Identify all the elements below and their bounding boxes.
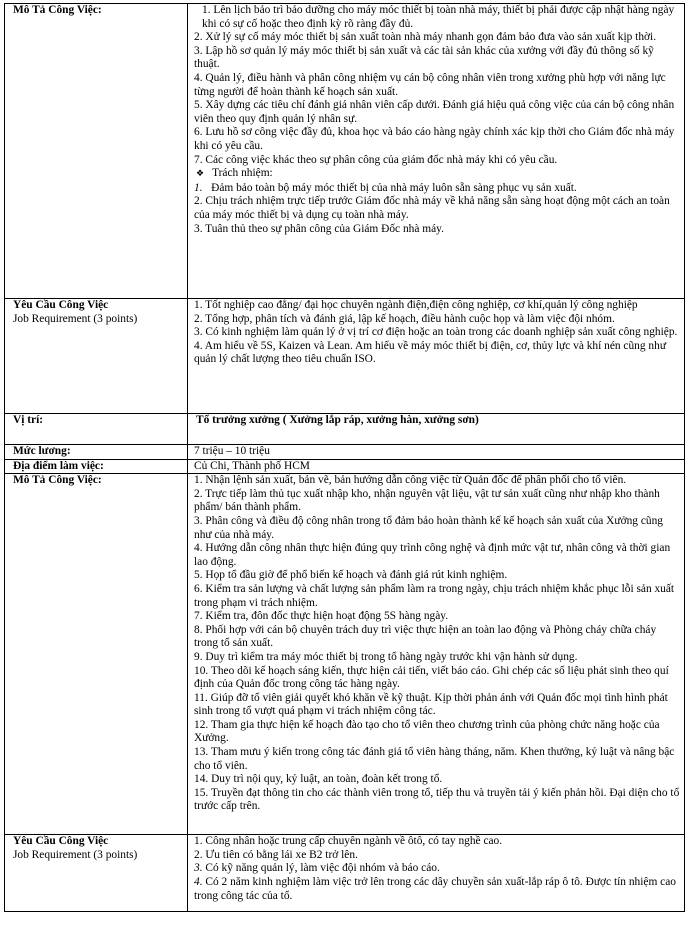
- s1-resp-heading: [194, 167, 681, 182]
- s2-req-row: [5, 835, 685, 912]
- s2-req-sublabel: Job Requirement (3 points): [13, 848, 138, 861]
- s2-desc-item: 5. Họp tổ đầu giờ để phổ biến kế hoạch và đánh giá rút kinh nghiệm.: [194, 569, 508, 582]
- s2-desc-item: 12. Tham gia thực hiện kế hoạch đào tạo cho tổ viên theo chương trình của phòng chức năng hoặc của Xưởng.: [194, 718, 660, 745]
- s1-desc-item: 2. Xử lý sự cố máy móc thiết bị sản xuất toàn nhà máy nhanh gọn đảm bảo đưa vào sản xuất kịp thời.: [194, 31, 657, 44]
- s2-desc-item: 13. Tham mưu ý kiến trong công tác đánh giá tổ viên hàng tháng, năm. Khen thưởng, kỷ luật và nâng bậc cho tổ viên.: [194, 746, 675, 772]
- s2-salary-row: [5, 445, 685, 460]
- s1-resp-text: Đảm bảo toàn bộ máy móc thiết bị của nhà máy luôn sẵn sàng phục vụ sản xuất.: [211, 181, 577, 194]
- s2-desc-item: 4. Hướng dẫn công nhân thực hiện đúng quy trình công nghệ và định mức vật tư, nhân công và thời gian lao động.: [194, 542, 671, 568]
- s2-req-text: Ưu tiên có bằng lái xe B2 trở lên.: [205, 848, 358, 861]
- s1-req-item: 4. Am hiểu về 5S, Kaizen và Lean. Am hiểu về máy móc thiết bị điện, cơ, thủy lực và khí nén cũng như quản lý chất lượng theo tiêu chuẩn ISO.: [194, 339, 666, 366]
- s2-loc-label: Địa điểm làm việc:: [5, 459, 188, 474]
- s1-req-cell: [188, 299, 685, 414]
- s1-desc-item: 3. Lập hồ sơ quản lý máy móc thiết bị sản xuất và các tài sản khác của xưởng với đầy đủ thông số kỹ thuật.: [194, 44, 654, 71]
- s2-req-text: Có kỹ năng quản lý, làm việc đội nhóm và báo cáo.: [205, 862, 440, 875]
- s2-req-num: 3.: [194, 862, 203, 875]
- s2-desc-item: 11. Giúp đỡ tổ viên giải quyết khó khăn về kỹ thuật. Kịp thời phản ánh với Quản đốc mọi tình hình phát sinh trong tổ vượt quá phạm vi trách nhiệm công tác.: [194, 691, 668, 718]
- s2-desc-item: 10. Theo dõi kế hoạch sáng kiến, thực hiện cải tiến, viết báo cáo. Ghi chép các số liệu phát sinh theo quí định của Quản đốc trong công tác hàng ngày.: [194, 664, 669, 691]
- job-table: [4, 3, 685, 912]
- s2-req-num: 1.: [194, 835, 203, 848]
- s1-desc-label: Mô Tả Công Việc:: [5, 4, 188, 299]
- s2-pos-value: Tổ trưởng xưởng ( Xưởng lắp ráp, xưởng hàn, xưởng sơn): [188, 414, 685, 445]
- s2-desc-row: [5, 474, 685, 835]
- s1-req-label: Yêu Cầu Công Việc: [13, 299, 109, 311]
- s2-desc-item: 6. Kiểm tra sản lượng và chất lượng sản phẩm làm ra trong ngày, chịu trách nhiệm khắc phục lỗi sản xuất trong phạm vi trách nhiệm.: [194, 582, 675, 609]
- s1-resp-item: 2. Chịu trách nhiệm trực tiếp trước Giám đốc nhà máy về khả năng sẵn sàng hoạt động một cách an toàn của máy móc thiết bị và dụng cụ toàn nhà máy.: [194, 195, 670, 221]
- s1-req-item: 2. Tổng hợp, phân tích và đánh giá, lập kế hoạch, điều hành cuộc họp và làm việc đội nhóm.: [194, 312, 615, 325]
- s2-salary-label: Mức lương:: [5, 445, 188, 460]
- s1-req-row: [5, 299, 685, 414]
- s1-desc-cell: [188, 4, 685, 299]
- s1-resp-item: 3. Tuân thủ theo sự phân công của Giám Đốc nhà máy.: [194, 222, 444, 235]
- s2-req-label-cell: [5, 835, 188, 912]
- s1-desc-item: 6. Lưu hồ sơ công việc đầy đủ, khoa học và báo cáo hàng ngày chính xác kịp thời cho Giám đốc nhà máy khi có yêu cầu.: [194, 126, 675, 152]
- s2-desc-item: 1. Nhận lệnh sản xuất, bản vẽ, bản hướng dẫn công việc từ Quản đốc để phân phối cho tổ viên.: [194, 474, 627, 487]
- s2-pos-row: [5, 414, 685, 445]
- s2-desc-item: 14. Duy trì nội quy, kỷ luật, an toàn, đoàn kết trong tổ.: [194, 773, 443, 786]
- s2-desc-item: 7. Kiểm tra, đôn đốc thực hiện hoạt động 5S hàng ngày.: [194, 610, 449, 623]
- s1-desc-item: 7. Các công việc khác theo sự phân công của giám đốc nhà máy khi có yêu cầu.: [194, 153, 558, 166]
- s2-loc-value: Củ Chi, Thành phố HCM: [188, 459, 685, 474]
- s2-desc-label: Mô Tả Công Việc:: [5, 474, 188, 835]
- s2-req-text: Công nhân hoặc trung cấp chuyên ngành về ôtô, có tay nghề cao.: [205, 835, 503, 848]
- s1-req-label-cell: [5, 299, 188, 414]
- s1-req-sublabel: Job Requirement (3 points): [13, 312, 138, 325]
- s2-req-item: [194, 849, 681, 863]
- s2-desc-item: 2. Trực tiếp làm thủ tục xuất nhập kho, nhận nguyên vật liệu, vật tư sản xuất cũng như nhập kho thành phẩm/ bán thành phẩm.: [194, 487, 660, 514]
- s1-req-item: 3. Có kinh nghiệm làm quản lý ở vị trí cơ điện hoặc an toàn trong các doanh nghiệp sản xuất công nghiệp.: [194, 326, 678, 339]
- s2-req-text: Có 2 năm kinh nghiệm làm việc trở lên trong các dây chuyền sản xuất-lắp ráp ô tô. Được tín nhiệm cao trong công tác của tổ.: [194, 875, 676, 902]
- s1-resp-heading-text: Trách nhiệm:: [212, 167, 273, 180]
- s1-desc-item: 4. Quản lý, điều hành và phân công nhiệm vụ cán bộ công nhân viên trong xưởng phù hợp với năng lực từng người để hoàn thành kế hoạch sản xuất.: [194, 71, 666, 98]
- s1-resp-num: 1.: [194, 181, 203, 194]
- s1-desc-row: [5, 4, 685, 299]
- diamond-bullet-icon: ❖: [196, 169, 205, 180]
- s2-desc-item: 3. Phân công và điều độ công nhân trong tổ đảm bảo hoàn thành kế kế hoạch sản xuất của Xưởng cũng như của nhà máy.: [194, 514, 663, 541]
- s2-desc-item: 8. Phối hợp với cán bộ chuyên trách duy trì việc thực hiện an toàn lao động và Phòng cháy chữa cháy trong tổ sản xuất.: [194, 623, 657, 650]
- s1-req-item: 1. Tốt nghiệp cao đẳng/ đại học chuyên ngành điện,điện công nghiệp, cơ khí,quản lý công nghiệp: [194, 299, 638, 311]
- s1-desc-first: 1. Lên lịch bảo trì bảo dưỡng cho máy móc thiết bị toàn nhà máy, thiết bị phải được cập nhật hàng ngày khi có sự cố hoặc theo định kỳ rõ ràng đầy đủ.: [202, 4, 675, 30]
- s2-req-item: [194, 835, 681, 849]
- s2-req-cell: [188, 835, 685, 912]
- s2-desc-item: 15. Truyền đạt thông tin cho các thành viên trong tổ, tiếp thu và truyền tải ý kiến phản hồi. Đại diện cho tổ trước cấp trên.: [194, 786, 680, 813]
- s2-req-label: Yêu Cầu Công Việc: [13, 835, 109, 848]
- s1-desc-item: 5. Xây dựng các tiêu chí đánh giá nhân viên cấp dưới. Đánh giá hiệu quả công việc của cán bộ công nhân viên theo quy định quản lý nhân sự.: [194, 99, 675, 125]
- s2-salary-value: 7 triệu – 10 triệu: [188, 445, 685, 460]
- s2-req-num: 4.: [194, 875, 203, 888]
- s2-desc-cell: [188, 474, 685, 835]
- s2-desc-item: 9. Duy trì kiểm tra máy móc thiết bị trong tổ hàng ngày trước khi vận hành sử dụng.: [194, 650, 578, 663]
- s2-loc-row: [5, 459, 685, 474]
- s2-pos-label: Vị trí:: [5, 414, 188, 445]
- s2-req-item: [194, 862, 681, 876]
- s1-resp-item: [194, 182, 681, 196]
- s2-req-num: 2.: [194, 848, 203, 861]
- s2-req-item: [194, 876, 681, 903]
